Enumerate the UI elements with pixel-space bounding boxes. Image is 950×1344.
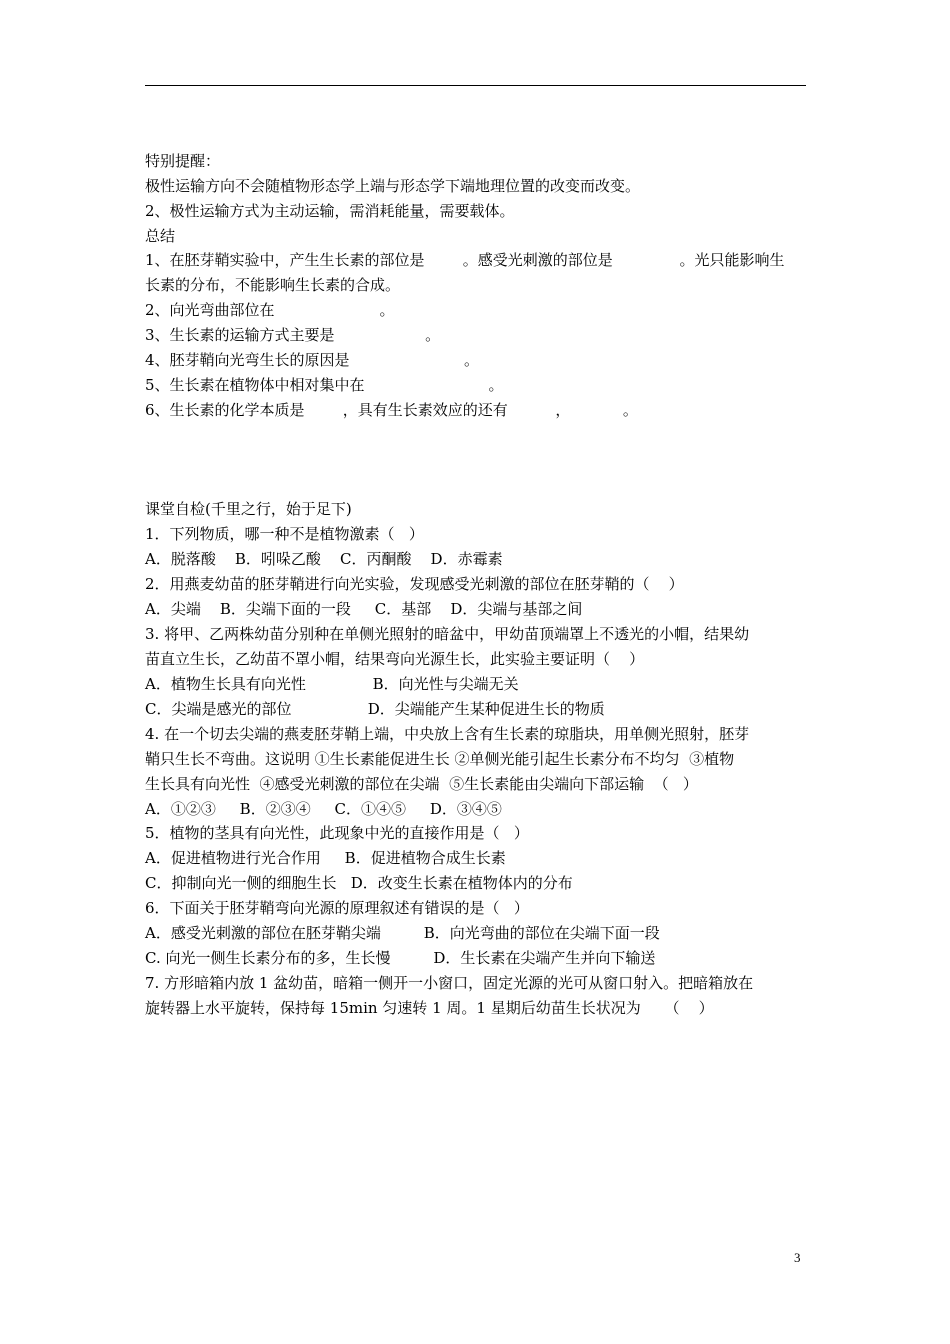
- quiz-line: A．脱落酸 B．吲哚乙酸 C．丙酮酸 D．赤霉素: [145, 550, 503, 568]
- quiz-line: 2．用燕麦幼苗的胚芽鞘进行向光实验，发现感受光刺激的部位在胚芽鞘的（ ）: [145, 575, 684, 593]
- quiz-line: 4. 在一个切去尖端的燕麦胚芽鞘上端，中央放上含有生长素的琼脂块，用单侧光照射，胚芽: [145, 725, 750, 743]
- reminder-line-2: 2、极性运输方式为主动运输，需消耗能量，需要载体。: [145, 202, 515, 220]
- quiz-line: C．抑制向光一侧的细胞生长 D．改变生长素在植物体内的分布: [145, 874, 573, 892]
- summary-line: 1、在胚芽鞘实验中，产生生长素的部位是 。感受光刺激的部位是 。光只能影响生: [145, 251, 785, 269]
- summary-line: 5、生长素在植物体中相对集中在 。: [145, 376, 504, 394]
- quiz-line: C. 向光一侧生长素分布的多，生长慢 D．生长素在尖端产生并向下输送: [145, 949, 656, 967]
- quiz-line: 6．下面关于胚芽鞘弯向光源的原理叙述有错误的是（ ）: [145, 899, 529, 917]
- summary-line: 6、生长素的化学本质是 ，具有生长素效应的还有 ， 。: [145, 401, 638, 419]
- quiz-line: 鞘只生长不弯曲。这说明 ①生长素能促进生长 ②单侧光能引起生长素分布不均匀 ③植物: [145, 750, 735, 768]
- quiz-line: 7. 方形暗箱内放 1 盆幼苗，暗箱一侧开一小窗口，固定光源的光可从窗口射入。把暗箱放在: [145, 974, 754, 992]
- quiz-line: 1．下列物质，哪一种不是植物激素（ ）: [145, 525, 424, 543]
- quiz-line: 生长具有向光性 ④感受光刺激的部位在尖端 ⑤生长素能由尖端向下部运输 （ ）: [145, 775, 698, 793]
- summary-line: 长素的分布，不能影响生长素的合成。: [145, 276, 401, 294]
- summary-line: 3、生长素的运输方式主要是 。: [145, 326, 441, 344]
- reminder-title: 特别提醒：: [145, 152, 221, 170]
- header-rule: [145, 85, 806, 86]
- quiz-line: 旋转器上水平旋转，保持每 15min 匀速转 1 周。1 星期后幼苗生长状况为 （ ）: [145, 999, 714, 1017]
- summary-title: 总结: [145, 227, 176, 245]
- quiz-line: 3. 将甲、乙两株幼苗分别种在单侧光照射的暗盆中，甲幼苗顶端罩上不透光的小帽，结果幼: [145, 625, 750, 643]
- quiz-line: A．植物生长具有向光性 B．向光性与尖端无关: [145, 675, 519, 693]
- page-number: 3: [794, 1250, 801, 1265]
- quiz-title: 课堂自检(千里之行，始于足下): [145, 500, 352, 518]
- quiz-line: A．感受光刺激的部位在胚芽鞘尖端 B．向光弯曲的部位在尖端下面一段: [145, 924, 660, 942]
- quiz-line: 苗直立生长，乙幼苗不罩小帽，结果弯向光源生长，此实验主要证明（ ）: [145, 650, 645, 668]
- reminder-line-1: 极性运输方向不会随植物形态学上端与形态学下端地理位置的改变而改变。: [145, 177, 641, 195]
- summary-line: 2、向光弯曲部位在 。: [145, 301, 395, 319]
- quiz-line: A．促进植物进行光合作用 B．促进植物合成生长素: [145, 849, 506, 867]
- quiz-line: 5．植物的茎具有向光性，此现象中光的直接作用是（ ）: [145, 824, 529, 842]
- quiz-line: C．尖端是感光的部位 D．尖端能产生某种促进生长的物质: [145, 700, 605, 718]
- summary-line: 4、胚芽鞘向光弯生长的原因是 。: [145, 351, 479, 369]
- quiz-line: A．①②③ B．②③④ C．①④⑤ D．③④⑤: [145, 800, 502, 818]
- quiz-line: A．尖端 B．尖端下面的一段 C．基部 D．尖端与基部之间: [145, 600, 583, 618]
